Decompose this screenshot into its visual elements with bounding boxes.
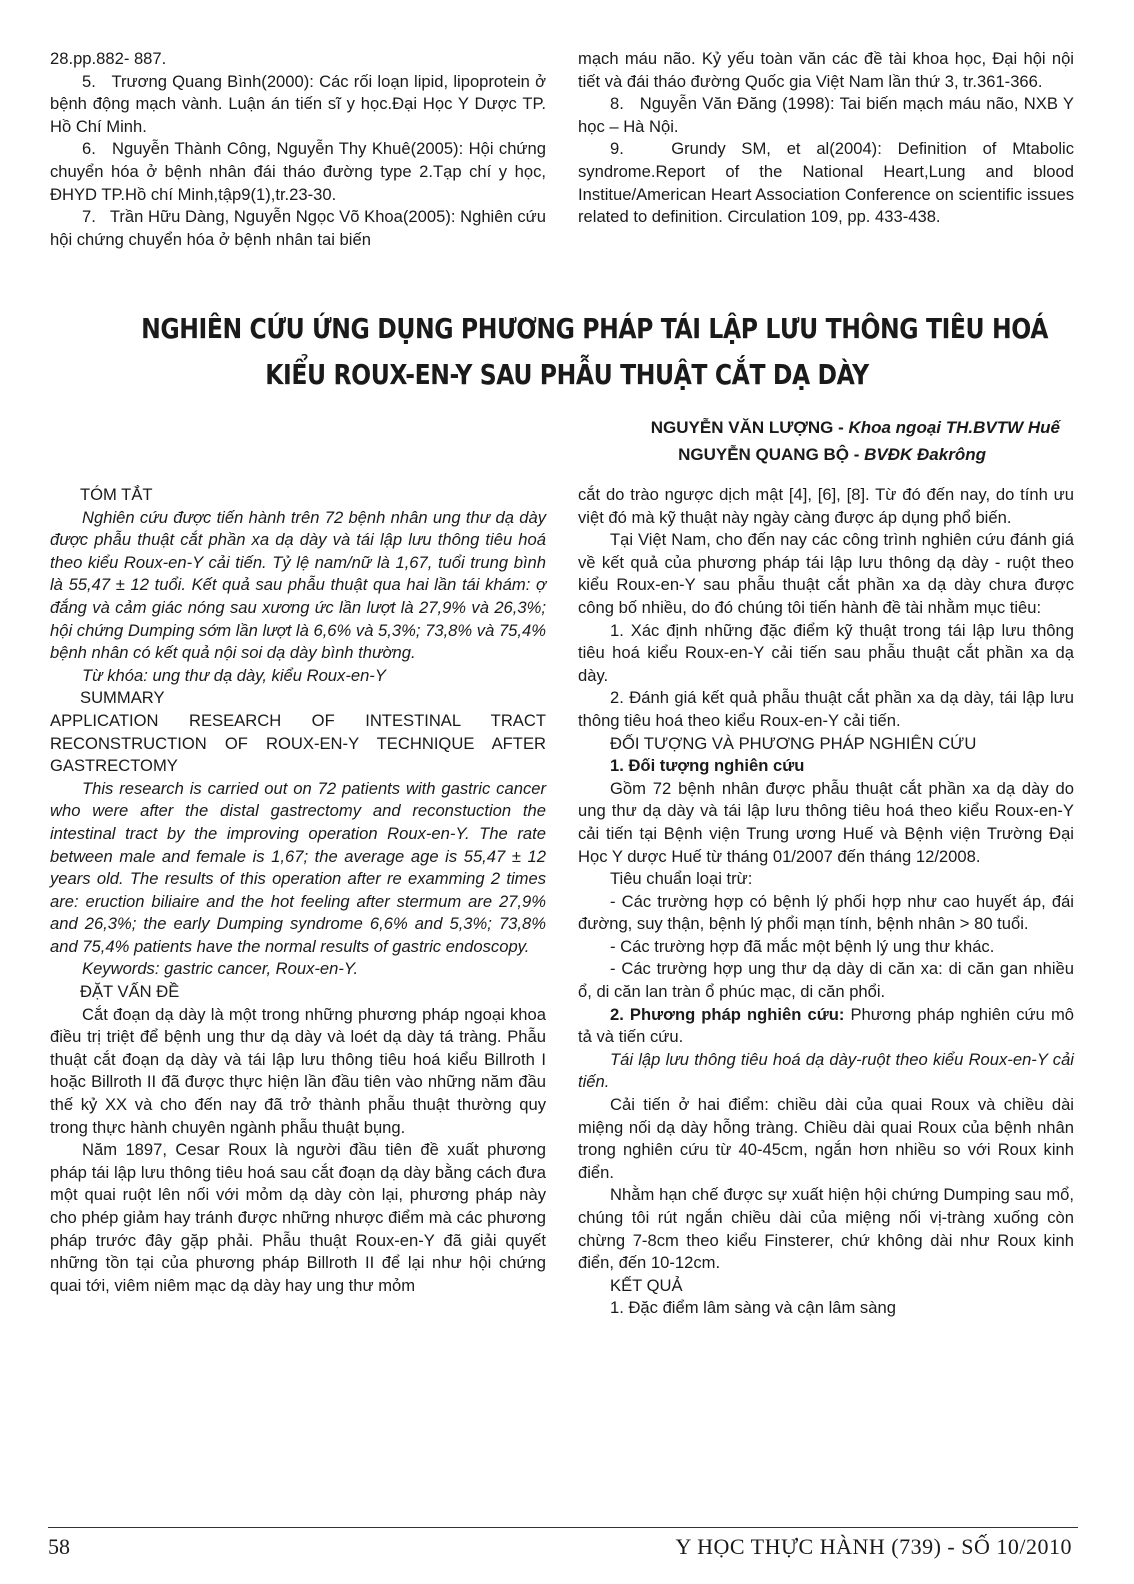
reference-item: 7. Trần Hữu Dàng, Nguyễn Ngọc Võ Khoa(2005): Nghiên cứu hội chứng chuyển hóa ở bệnh nhân tai biến <box>50 207 546 249</box>
reference-item: 5. Trương Quang Bình(2000): Các rối loạn lipid, lipoprotein ở bệnh động mạch vành. Luận án tiến sĩ y học.Đại Học Y Dược TP. Hồ Chí Minh. <box>50 71 546 136</box>
author-line <box>540 414 1060 441</box>
title-line: KIỂU ROUX-EN-Y SAU PHẪU THUẬT CẮT DẠ DÀY <box>265 358 869 391</box>
author-name: NGUYỄN VĂN LƯỢNG - <box>650 418 849 437</box>
footer-rule <box>48 1527 1078 1528</box>
exclusion-item: - Các trường hợp ung thư dạ dày di căn xa: di căn gan nhiều ổ, di căn lan tràn ổ phúc mạc, di căn phổi. <box>578 959 1074 1002</box>
author-affiliation: BVĐK Đakrông <box>864 445 986 464</box>
reference-item: mạch máu não. Kỷ yếu toàn văn các đề tài khoa học, Đại hội nội tiết và đái tháo đường Quốc gia Việt Nam lần thứ 3, tr.361-366. <box>578 49 1074 91</box>
method-text: Phương pháp nghiên cứu mô tả và tiến cứu. <box>578 1004 1075 1047</box>
reference-item: 28.pp.882- 887. <box>50 49 167 68</box>
subsection-heading-subjects: 1. Đối tượng nghiên cứu <box>610 756 805 776</box>
abstract-vi: Nghiên cứu được tiến hành trên 72 bệnh nhân ung thư dạ dày được phẫu thuật cắt phần xa dạ dày và tái lập lưu thông tiêu hoá theo kiểu Roux-en-Y cải tiến. Tỷ lệ nam/nữ là 1,67, tuổi trung bình là 55,47 ± 12 tuổi. Kết quả sau phẫu thuật qua hai lần tái khám: ợ đắng và cảm giác nóng sau xương ức lần lượt là 27,9% và 26,3%; hội chứng Dumping sớm lần lượt là 6,6% và 5,3%; 73,8% và 75,4% bệnh nhân có kết quả nội soi dạ dày bình thường. <box>50 507 546 663</box>
author-name: NGUYỄN QUANG BỘ - <box>678 445 865 464</box>
paragraph: Cắt đoạn dạ dày là một trong những phương pháp ngoại khoa điều trị triệt để bệnh ung thư dạ dày và loét dạ dày tá tràng. Phẫu thuật cắt đoạn dạ dày và tái lập lưu thông tiêu hoá kiểu Billroth I hoặc Billroth II đã được thực hiện lần đầu tiên vào những năm đầu thế kỷ XX và cho đến nay đã trở thành phẫu thuật thường quy trong thực hành chuyên ngành phẫu thuật bụng. <box>50 1004 546 1137</box>
exclusion-item: - Các trường hợp đã mắc một bệnh lý ung thư khác. <box>610 936 995 956</box>
journal-name: Y HỌC THỰC HÀNH (739) - SỐ 10/2010 <box>675 1534 1072 1559</box>
reference-item: 9. Grundy SM, et al(2004): Definition of Mtabolic syndrome.Report of the National Heart,Lung and blood Institue/American Heart Association Conference on scientific issues related to definition. Circulation 109, pp. 433-438. <box>578 139 1074 227</box>
paragraph <box>578 1004 1074 1049</box>
goal-item: 2. Đánh giá kết quả phẫu thuật cắt phần xa dạ dày, tái lập lưu thông tiêu hoá theo kiểu Roux-en-Y cải tiến. <box>578 688 1074 730</box>
authors-block <box>540 414 1060 468</box>
references-right <box>578 48 1074 229</box>
references-left <box>50 48 546 251</box>
section-heading-tomtat: TÓM TẮT <box>80 485 153 504</box>
paragraph: Nhằm hạn chế được sự xuất hiện hội chứng Dumping sau mổ, chúng tôi rút ngắn chiều dài của miệng nối vị-tràng xuống còn chừng 7-8cm theo kiểu Finsterer, chứ không dài như Roux kinh điển, đến 10-12cm. <box>578 1185 1074 1273</box>
keywords-en: Keywords: gastric cancer, Roux-en-Y. <box>82 959 359 979</box>
paragraph: cắt do trào ngược dịch mật [4], [6], [8]. Từ đó đến nay, do tính ưu việt đó mà kỹ thuật này ngày càng được áp dụng phổ biến. <box>578 485 1074 527</box>
paragraph: Năm 1897, Cesar Roux là người đầu tiên đề xuất phương pháp tái lập lưu thông tiêu hoá sau cắt đoạn dạ dày bằng cách đưa một quai ruột lên nối với mỏm dạ dày còn lại, phương pháp này cho phép giảm hay tránh được những nhược điểm mà các phương pháp trước đây gặp phải. Phẫu thuật Roux-en-Y đã giải quyết những tồn tại của phương pháp Billroth II để lại như hội chứng quai tới, viêm niêm mạc dạ dày hay ung thư mỏm <box>50 1140 546 1295</box>
paragraph: Tại Việt Nam, cho đến nay các công trình nghiên cứu đánh giá về kết quả của phương pháp tái lập lưu thông dạ dày - ruột theo kiểu Roux-en-Y sau phẫu thuật cắt phần xa dạ dày chưa được công bố nhiều, do đó chúng tôi tiến hành đề tài nhằm mục tiêu: <box>578 530 1074 617</box>
abstract-en: This research is carried out on 72 patients with gastric cancer who were after the distal gastrectomy and reconstuction the intestinal tract by the improving operation Roux-en-Y. The rate between male and female is 1,67; the average age is 55,47 ± 12 years old. The results of this operation after re examming 2 times are: eruction biliaire and the hot feeling after stermum are 27,9% and 26,3%; the early Dumping syndrome 6,6% and 5,3%; 73,8% and 75,4% patients have the normal results of gastric endoscopy. <box>50 778 546 956</box>
section-heading-datvande: ĐẶT VẤN ĐỀ <box>80 982 180 1002</box>
paragraph: Tái lập lưu thông tiêu hoá dạ dày-ruột theo kiểu Roux-en-Y cải tiến. <box>578 1049 1074 1092</box>
summary-title: APPLICATION RESEARCH OF INTESTINAL TRACT RECONSTRUCTION OF ROUX-EN-Y TECHNIQUE AFTER GASTRECTOMY <box>50 710 546 776</box>
exclusion-heading: Tiêu chuẩn loại trừ: <box>610 869 753 889</box>
body-right-column <box>578 484 1074 1320</box>
section-heading-results: KẾT QUẢ <box>610 1275 683 1295</box>
goal-item: 1. Xác định những đặc điểm kỹ thuật trong tái lập lưu thông tiêu hoá kiểu Roux-en-Y cải tiến sau phẫu thuật cắt phần xa dạ dày. <box>578 620 1074 685</box>
author-line <box>540 441 1060 468</box>
paragraph: Gồm 72 bệnh nhân được phẫu thuật cắt phần xa dạ dày do ung thư dạ dày và tái lập lưu thông tiêu hoá theo kiểu Roux-en-Y cải tiến tại Bệnh viện Trung ương Huế và Bệnh viện Trường Đại Học Y dược Huế từ tháng 01/2007 đến tháng 12/2008. <box>578 778 1074 866</box>
method-label: 2. Phương pháp nghiên cứu: <box>610 1004 845 1024</box>
body-left-column <box>50 484 546 1297</box>
reference-item: 6. Nguyễn Thành Công, Nguyễn Thy Khuê(2005): Hội chứng chuyển hóa ở bệnh nhân đái tháo đường type 2.Tạp chí y học, ĐHYD TP.Hồ chí Minh,tập9(1),tr.23-30. <box>50 139 546 204</box>
section-heading-summary: SUMMARY <box>80 688 165 708</box>
exclusion-item: - Các trường hợp có bệnh lý phối hợp như cao huyết áp, đái đường, suy thận, bệnh lý phổi mạn tính, bệnh nhân > 80 tuổi. <box>578 891 1074 934</box>
title-line: NGHIÊN CỨU ỨNG DỤNG PHƯƠNG PHÁP TÁI LẬP LƯU THÔNG TIÊU HOÁ <box>141 312 1049 345</box>
keywords-vi: Từ khóa: ung thư dạ dày, kiểu Roux-en-Y <box>82 665 386 685</box>
subsection-heading-results: 1. Đặc điểm lâm sàng và cận lâm sàng <box>610 1298 896 1318</box>
reference-item: 8. Nguyễn Văn Đăng (1998): Tai biến mạch máu não, NXB Y học – Hà Nội. <box>578 94 1074 136</box>
page-number: 58 <box>48 1534 70 1559</box>
article-title <box>141 306 1049 398</box>
section-heading-methods: ĐỐI TƯỢNG VÀ PHƯƠNG PHÁP NGHIÊN CỨU <box>610 733 977 753</box>
author-affiliation: Khoa ngoại TH.BVTW Huế <box>848 418 1060 437</box>
paragraph: Cải tiến ở hai điểm: chiều dài của quai Roux và chiều dài miệng nối dạ dày hỗng tràng. Chiều dài quai Roux của bệnh nhân trong nghiên cứu từ 40-45cm, ngắn hơn nhiều so với Roux kinh điển. <box>578 1095 1074 1182</box>
